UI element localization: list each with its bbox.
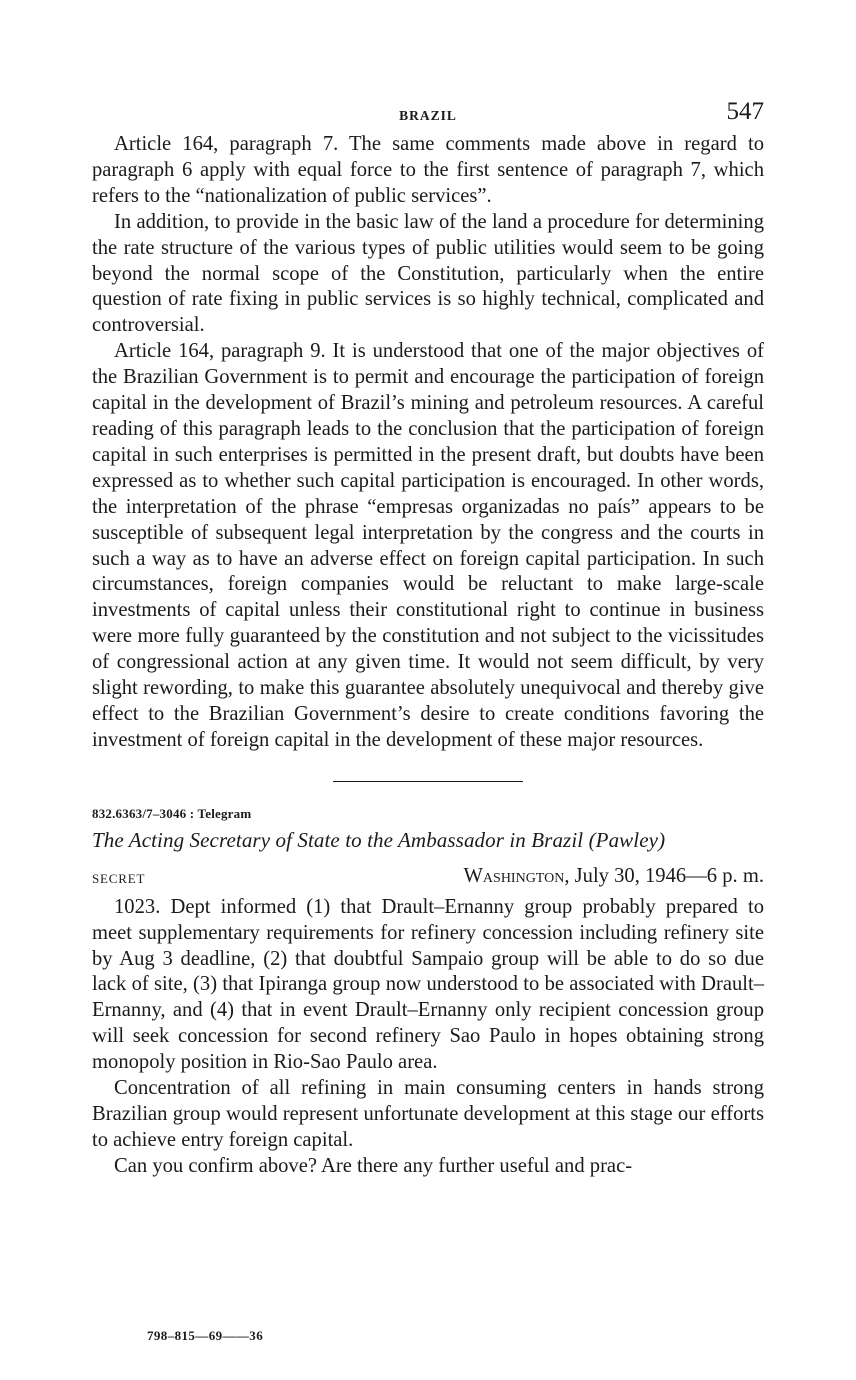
- paragraph-article-164-9: Article 164, paragraph 9. It is understood that one of the major objectives of the Brazilian Government is to permit and encourage the participation of foreign capital in the development of Brazil’s mining and petroleum resources. A careful reading of this paragraph leads to the conclusion that the participation of foreign capital in such enterprises is permitted in the present draft, but doubts have been expressed as to whether such capital participation is encouraged. In other words, the interpretation of the phrase “empresas organizadas no país” appears to be susceptible of subsequent legal interpretation by the congress and the courts in such a way as to have an adverse effect on foreign capital participation. In such circumstances, foreign companies would be reluctant to make large-scale investments of capital unless their constitutional right to continue in business were more fully guaranteed by the constitution and not subject to the vicissitudes of congressional action at any given time. It would not seem difficult, by very slight rewording, to make this guarantee absolutely unequivocal and thereby give effect to the Brazilian Government’s desire to create conditions favoring the investment of foreign capital in the development of these major resources.: [92, 340, 764, 751]
- telegram-paragraph-concentration: Concentration of all refining in main consuming centers in hands strong Brazilian group would represent unfortunate development at this stage our efforts to achieve entry foreign capital.: [92, 1077, 764, 1151]
- section-divider: [333, 781, 523, 782]
- document-title-recipient: (Pawley): [588, 827, 666, 852]
- dateline: [92, 865, 764, 895]
- telegram-body: [92, 895, 764, 1180]
- paragraph-article-164-7: Article 164, paragraph 7. The same comments made above in regard to paragraph 6 apply with equal force to the first sentence of paragraph 7, which refers to the “nationalization of public services”.: [92, 133, 764, 207]
- telegram-paragraph-1023: 1023. Dept informed (1) that Drault–Ernanny group probably prepared to meet supplementary requirements for refinery concession including refinery site by Aug 3 deadline, (2) that doubtful Sampaio group will be able to do so due lack of site, (3) that Ipiranga group now understood to be associated with Drault–Ernanny, and (4) that in event Drault–Ernanny only recipient concession group will seek concession for second refinery Sao Paulo in hopes obtaining strong monopoly position in Rio-Sao Paulo area.: [92, 895, 764, 1074]
- page-content: [92, 98, 764, 1180]
- telegram-paragraph-confirm: Can you confirm above? Are there any further useful and prac-: [114, 1154, 633, 1177]
- commentary-body: [92, 132, 764, 754]
- file-reference: 832.6363/7–3046 : Telegram: [92, 805, 252, 821]
- place-name: Washington: [463, 864, 565, 887]
- document-title: [92, 828, 764, 853]
- paragraph-rate-structure: In addition, to provide in the basic law of the land a procedure for determining the rate structure of the various types of public utilities would seem to be going beyond the normal scope of the Constitution, particularly when the entire question of rate fixing in public services is so highly technical, complicated and controversial.: [92, 210, 764, 337]
- document-title-main: The Acting Secretary of State to the Ambassador in Brazil: [92, 827, 584, 852]
- running-head-title: BRAZIL: [399, 108, 457, 123]
- date-time: , July 30, 1946—6 p. m.: [564, 864, 764, 887]
- print-code: 798–815—69——36: [147, 1328, 264, 1343]
- page-number: 547: [726, 98, 764, 125]
- classification-label: SECRET: [92, 870, 146, 886]
- running-head: [92, 98, 764, 132]
- place-and-date: [463, 865, 764, 888]
